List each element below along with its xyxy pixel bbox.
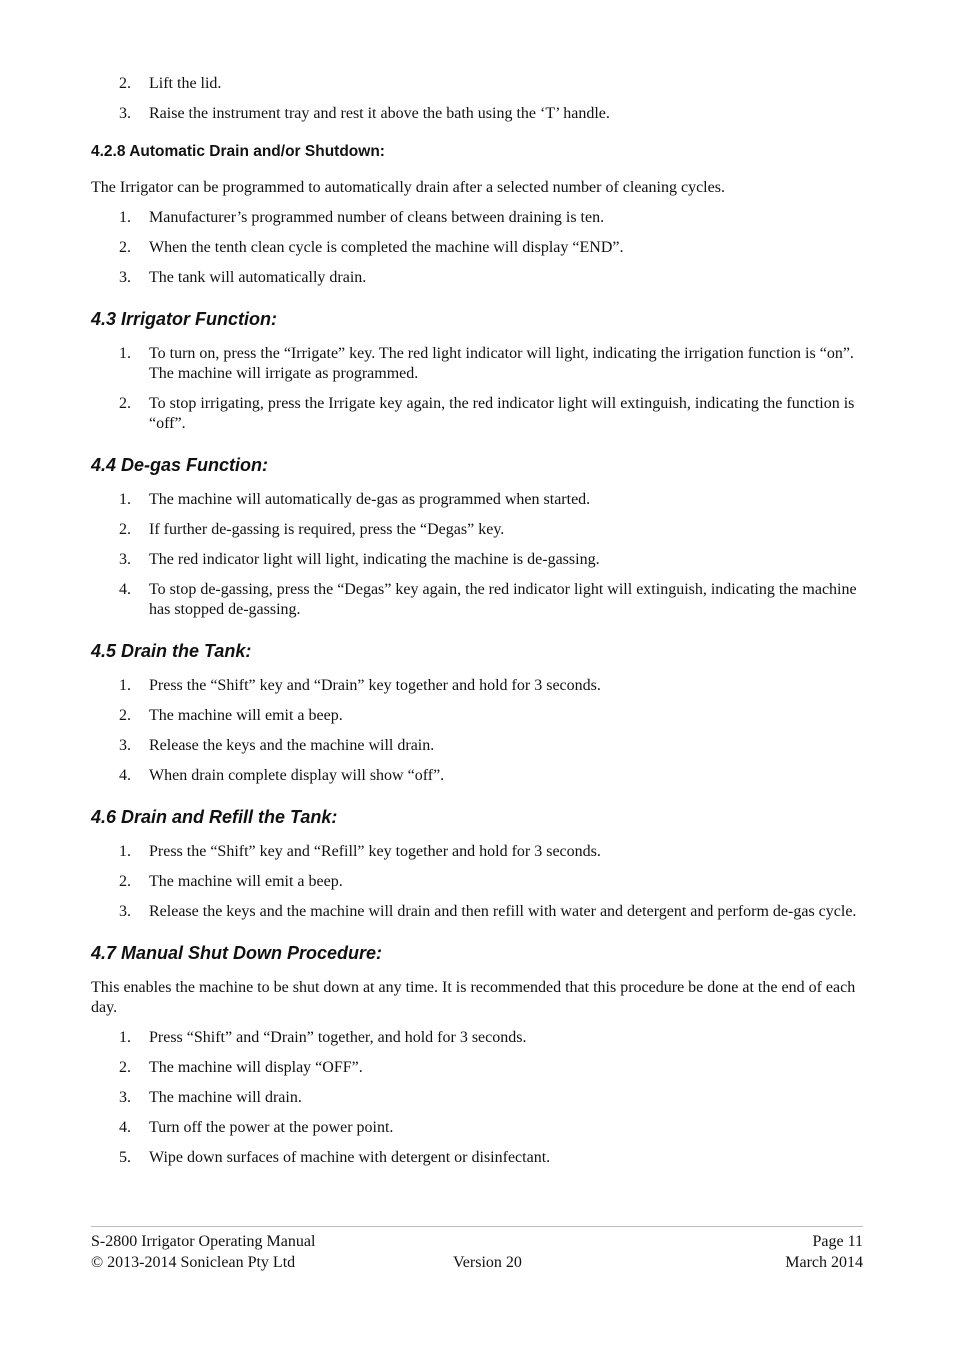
list-item-text: To turn on, press the “Irrigate” key. The red light indicator will light, indicating the irrigation function is “on”. The machine will irrigate as programmed. (149, 345, 854, 382)
list-item (91, 842, 863, 862)
list-item-number: 4. (119, 767, 131, 784)
list-item-text: Press the “Shift” key and “Refill” key together and hold for 3 seconds. (149, 843, 601, 860)
list-item-text: The tank will automatically drain. (149, 269, 367, 286)
list-item-text: Release the keys and the machine will drain and then refill with water and detergent and perform de-gas cycle. (149, 903, 857, 920)
list-item-number: 2. (119, 521, 131, 538)
list-item (91, 872, 863, 892)
list-item-number: 1. (119, 677, 131, 694)
footer-version: Version 20 (453, 1254, 522, 1271)
footer-page-number: Page 11 (812, 1233, 863, 1250)
list-item (91, 1028, 863, 1048)
list-item-text: Wipe down surfaces of machine with detergent or disinfectant. (149, 1149, 551, 1166)
list-item-text: The red indicator light will light, indicating the machine is de-gassing. (149, 551, 600, 568)
list-item (91, 902, 863, 922)
list-item-text: To stop de-gassing, press the “Degas” key again, the red indicator light will extinguish, indicating the machine has stopped de-gassing. (149, 581, 857, 618)
list-item-text: The machine will automatically de-gas as programmed when started. (149, 491, 591, 508)
list-item-number: 2. (119, 239, 131, 256)
list-item (91, 1088, 863, 1108)
section-heading: 4.5 Drain the Tank: (91, 641, 252, 661)
list-item (91, 520, 863, 540)
numbered-list (91, 842, 863, 922)
list-item-number: 1. (119, 345, 131, 362)
list-item (91, 104, 863, 124)
list-item-text: The machine will emit a beep. (149, 707, 343, 724)
list-item-text: The machine will emit a beep. (149, 873, 343, 890)
page-footer (91, 1226, 863, 1273)
list-item (91, 344, 863, 384)
list-item-number: 1. (119, 209, 131, 226)
footer-manual-title: S-2800 Irrigator Operating Manual (91, 1233, 316, 1250)
list-item (91, 706, 863, 726)
list-item-text: Press “Shift” and “Drain” together, and hold for 3 seconds. (149, 1029, 527, 1046)
list-item-number: 2. (119, 75, 131, 92)
list-item-text: Raise the instrument tray and rest it above the bath using the ‘T’ handle. (149, 105, 610, 122)
list-item-number: 1. (119, 491, 131, 508)
list-item-number: 2. (119, 873, 131, 890)
list-item-number: 3. (119, 737, 131, 754)
list-item-number: 3. (119, 551, 131, 568)
list-item (91, 208, 863, 228)
section-heading: 4.4 De-gas Function: (91, 455, 269, 475)
numbered-list (91, 490, 863, 620)
list-item-text: Turn off the power at the power point. (149, 1119, 394, 1136)
section-heading: 4.2.8 Automatic Drain and/or Shutdown: (91, 143, 385, 160)
list-item (91, 394, 863, 434)
section-heading: 4.7 Manual Shut Down Procedure: (91, 943, 383, 963)
list-item-number: 3. (119, 1089, 131, 1106)
section-paragraph: The Irrigator can be programmed to automatically drain after a selected number of cleaning cycles. (91, 179, 725, 196)
list-item-text: Press the “Shift” key and “Drain” key together and hold for 3 seconds. (149, 677, 601, 694)
list-item-text: Release the keys and the machine will drain. (149, 737, 435, 754)
list-item-text: When drain complete display will show “off”. (149, 767, 445, 784)
footer-row-2 (91, 1252, 863, 1273)
list-item-text: When the tenth clean cycle is completed the machine will display “END”. (149, 239, 624, 256)
list-item (91, 238, 863, 258)
list-item-text: Lift the lid. (149, 75, 222, 92)
list-item (91, 550, 863, 570)
list-item (91, 580, 863, 620)
list-item (91, 1058, 863, 1078)
footer-row-1 (91, 1231, 863, 1252)
list-item-number: 2. (119, 395, 131, 412)
list-item-text: To stop irrigating, press the Irrigate key again, the red indicator light will extinguish, indicating the function is “off”. (149, 395, 855, 432)
numbered-list (91, 208, 863, 288)
section-heading: 4.6 Drain and Refill the Tank: (91, 807, 338, 827)
list-item-number: 5. (119, 1149, 131, 1166)
footer-date: March 2014 (785, 1254, 863, 1271)
list-item (91, 268, 863, 288)
list-item-number: 3. (119, 903, 131, 920)
list-item-number: 4. (119, 581, 131, 598)
list-item-number: 4. (119, 1119, 131, 1136)
list-item (91, 490, 863, 510)
list-item (91, 676, 863, 696)
section-heading: 4.3 Irrigator Function: (91, 309, 278, 329)
list-item (91, 1118, 863, 1138)
list-item-text: The machine will drain. (149, 1089, 302, 1106)
footer-copyright: © 2013-2014 Soniclean Pty Ltd (91, 1254, 296, 1271)
list-item-number: 1. (119, 843, 131, 860)
list-item (91, 74, 863, 94)
list-item-text: Manufacturer’s programmed number of cleans between draining is ten. (149, 209, 605, 226)
list-item-number: 2. (119, 1059, 131, 1076)
numbered-list (91, 344, 863, 434)
section-paragraph: This enables the machine to be shut down at any time. It is recommended that this procedure be done at the end of each day. (91, 979, 856, 1016)
numbered-list (91, 1028, 863, 1168)
list-item-text: If further de-gassing is required, press the “Degas” key. (149, 521, 505, 538)
list-item (91, 766, 863, 786)
list-item-number: 2. (119, 707, 131, 724)
list-item (91, 1148, 863, 1168)
numbered-list (91, 74, 863, 124)
list-item-number: 3. (119, 269, 131, 286)
numbered-list (91, 676, 863, 786)
list-item-number: 3. (119, 105, 131, 122)
list-item (91, 736, 863, 756)
list-item-number: 1. (119, 1029, 131, 1046)
document-body (91, 74, 863, 1178)
list-item-text: The machine will display “OFF”. (149, 1059, 363, 1076)
